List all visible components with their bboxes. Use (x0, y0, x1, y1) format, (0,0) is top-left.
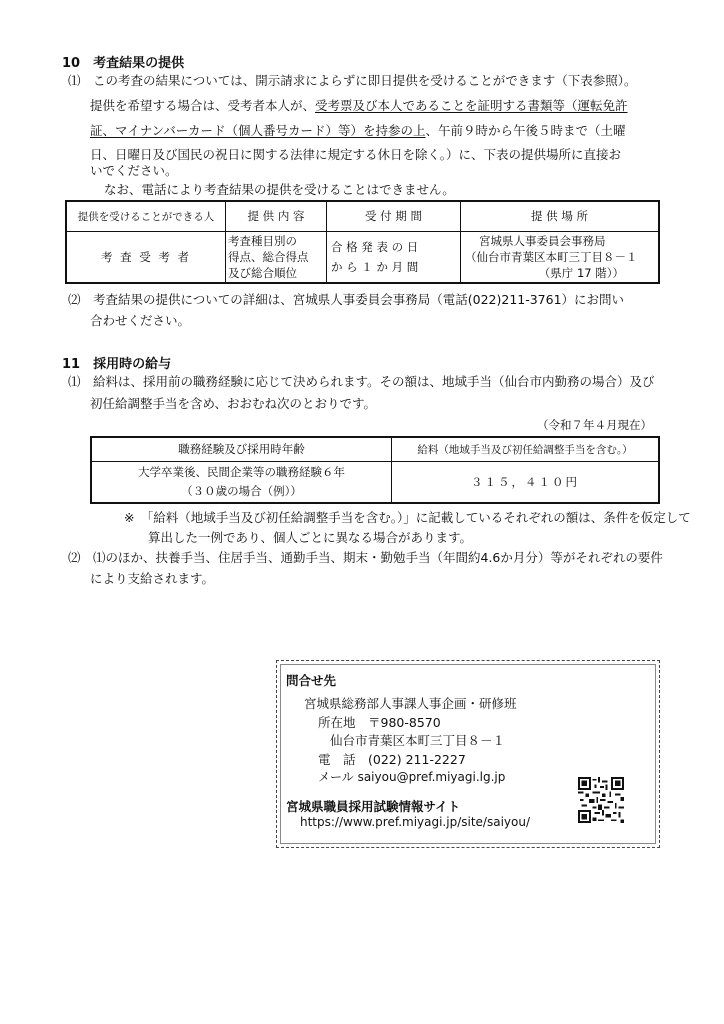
contact-address: 仙台市青葉区本町三丁目８－１ (330, 733, 506, 748)
sec10-para1-line5: いでください。 (90, 163, 178, 178)
contact-phone: 電 話 (022) 211-2227 (318, 752, 466, 767)
provision-header-person: 提供を受けることができる人 (66, 201, 226, 231)
sec11-para1-line2: 初任給調整手当を含め、おおむね次のとおりです。 (90, 396, 377, 411)
salary-row-experience (91, 461, 392, 503)
salary-header-amount: 給料（地域手当及び初任給調整手当を含む。） (392, 437, 660, 461)
sec10-underlined-text: 受考票及び本人であることを証明する書類等（運転免許 (315, 98, 628, 113)
place-line: （仙台市青葉区本町三丁目８－１ (465, 249, 638, 264)
provision-header-content: 提 供 内 容 (226, 201, 327, 231)
provision-person: 考 査 受 考 者 (66, 231, 226, 283)
content-line: 及び総合順位 (228, 265, 297, 280)
sec11-para1-line1: ⑴ 給料は、採用前の職務経験に応じて決められます。その額は、地域手当（仙台市内勤務の場合）及び (68, 374, 655, 389)
content-line: 考査種目別の (228, 233, 297, 248)
contact-address-label: 所在地 〒980-8570 (318, 715, 441, 730)
provision-header-period: 受 付 期 間 (327, 201, 461, 231)
sec10-para1-line2 (90, 97, 628, 115)
section-11-heading: 11 採用時の給与 (62, 357, 172, 372)
experience-line: （３０歳の場合（例）） (181, 483, 302, 498)
period-line: か ら １ か 月 間 (331, 259, 419, 274)
provision-table (65, 200, 660, 284)
sec10-para2-line1: ⑵ 考査結果の提供についての詳細は、宮城県人事委員会事務局（電話(022)211-3761）にお問い (68, 292, 625, 307)
salary-date-note: （令和７年４月現在） (537, 418, 652, 432)
salary-table (90, 436, 660, 504)
sec11-para2-line1: ⑵ ⑴のほか、扶養手当、住居手当、通勤手当、期末・勤勉手当（年間約4.6か月分）等がそれぞれの要件 (68, 550, 663, 565)
qr-code-icon[interactable] (578, 777, 624, 823)
sec10-underlined-text: 証、マイナンバーカード（個人番号カード）等）を持参の上 (90, 123, 426, 138)
salary-header-experience: 職務経験及び採用時年齢 (91, 437, 392, 461)
sec10-para2-line2: 合わせください。 (90, 313, 191, 328)
sec11-para2-line2: により支給されます。 (90, 571, 215, 586)
section-10-heading: 10 考査結果の提供 (62, 56, 185, 71)
salary-amount: ３１５，４１０円 (392, 461, 660, 503)
content-line: 得点、総合得点 (228, 249, 309, 264)
sec10-para1-line4: 日、日曜日及び国民の祝日に関する法律に規定する休日を除く。）に、下表の提供場所に直接お (90, 147, 622, 162)
place-line: 宮城県人事委員会事務局 (479, 233, 606, 248)
contact-org: 宮城県総務部人事課人事企画・研修班 (304, 696, 517, 711)
contact-mail[interactable]: メール saiyou@pref.miyagi.lg.jp (318, 770, 506, 784)
salary-note-line1: ※ 「給料（地域手当及び初任給調整手当を含む。）」に記載しているそれぞれの額は、条件を仮定して (124, 510, 691, 525)
sec10-para1-line6: なお、電話により考査結果の提供を受けることはできません。 (104, 182, 455, 197)
place-line: （県庁 17 階）） (538, 265, 624, 280)
provision-period (327, 231, 461, 283)
sec10-text: 、午前９時から午後５時まで（土曜 (425, 123, 626, 138)
experience-line: 大学卒業後、民間企業等の職務経験６年 (138, 464, 345, 479)
provision-place (461, 231, 660, 283)
contact-title: 問合せ先 (286, 673, 337, 688)
sec10-para1-line3 (90, 122, 626, 140)
sec10-text: 提供を希望する場合は、受考者本人が、 (90, 98, 316, 113)
period-line: 合 格 発 表 の 日 (331, 239, 419, 254)
sec10-para1-line1: ⑴ この考査の結果については、開示請求によらずに即日提供を受けることができます（下表参照）。 (68, 73, 637, 88)
provision-content (226, 231, 327, 283)
provision-header-place: 提 供 場 所 (461, 201, 660, 231)
salary-note-line2: 算出した一例であり、個人ごとに異なる場合があります。 (148, 530, 473, 545)
recruit-site-title: 宮城県職員採用試験情報サイト (286, 799, 461, 814)
recruit-site-url[interactable]: https://www.pref.miyagi.jp/site/saiyou/ (300, 815, 530, 829)
